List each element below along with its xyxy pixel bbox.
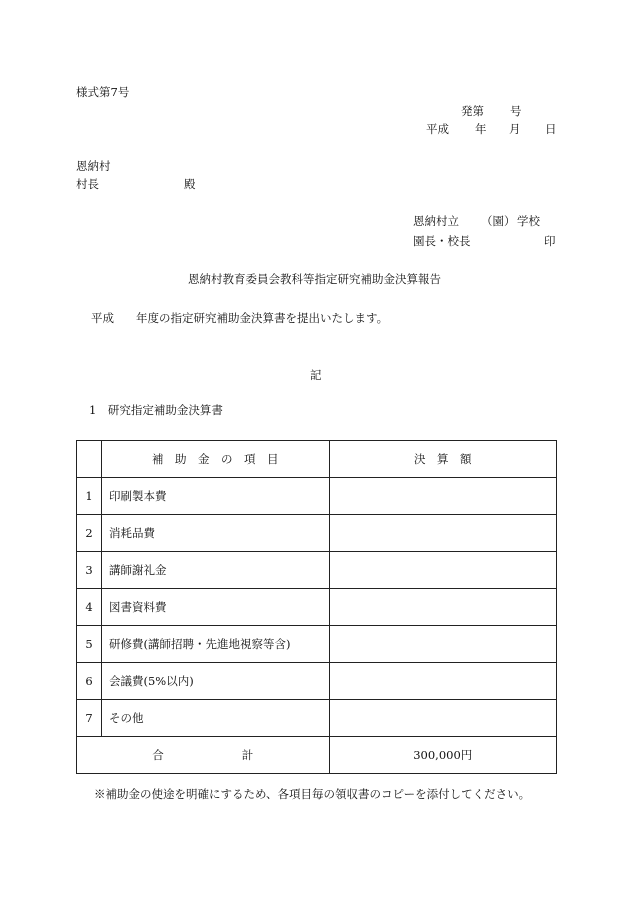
row-item: 講師謝礼金 xyxy=(102,552,330,589)
table-row xyxy=(77,663,557,700)
table-row xyxy=(77,700,557,737)
addressee-village: 恩納村 xyxy=(76,159,111,173)
total-label-char-2: 計 xyxy=(241,748,254,762)
document-title: 恩納村教育委員会教科等指定研究補助金決算報告 xyxy=(188,272,441,286)
row-amount xyxy=(329,478,557,515)
header-item-cell: 補 助 金 の 項 目 xyxy=(102,441,330,478)
row-amount xyxy=(329,663,557,700)
addressee-honorific: 殿 xyxy=(184,177,196,191)
ki-heading: 記 xyxy=(310,368,322,382)
header-amount-cell: 決 算 額 xyxy=(329,441,557,478)
date-day: 日 xyxy=(545,122,557,136)
intro-era: 平成 xyxy=(91,311,114,325)
issue-number-prefix: 発第 xyxy=(461,104,484,118)
form-number: 様式第7号 xyxy=(76,85,130,99)
row-number: 2 xyxy=(77,515,102,552)
table-total-row xyxy=(77,737,557,774)
table-row xyxy=(77,552,557,589)
table-row xyxy=(77,515,557,552)
sender-school-suffix: 学校 xyxy=(517,214,540,228)
sender-school-prefix: 恩納村立 xyxy=(413,214,459,228)
row-number: 7 xyxy=(77,700,102,737)
row-amount xyxy=(329,515,557,552)
row-amount xyxy=(329,700,557,737)
total-label-cell xyxy=(77,737,330,774)
date-era: 平成 xyxy=(426,122,449,136)
issue-number-suffix: 号 xyxy=(510,104,522,118)
row-item: 消耗品費 xyxy=(102,515,330,552)
row-item: その他 xyxy=(102,700,330,737)
addressee-title: 村長 xyxy=(76,177,99,191)
section-heading: 1 研究指定補助金決算書 xyxy=(89,403,223,417)
table-row xyxy=(77,478,557,515)
header-number-cell xyxy=(77,441,102,478)
date-year: 年 xyxy=(475,122,487,136)
row-number: 5 xyxy=(77,626,102,663)
receipt-note: ※補助金の使途を明確にするため、各項目毎の領収書のコピーを添付してください。 xyxy=(94,787,531,801)
row-item: 印刷製本費 xyxy=(102,478,330,515)
row-amount xyxy=(329,552,557,589)
intro-text: 年度の指定研究補助金決算書を提出いたします。 xyxy=(136,311,389,325)
date-month: 月 xyxy=(509,122,521,136)
row-item: 図書資料費 xyxy=(102,589,330,626)
row-number: 6 xyxy=(77,663,102,700)
table-header-row xyxy=(77,441,557,478)
row-number: 4 xyxy=(77,589,102,626)
row-item: 研修費(講師招聘・先進地視察等含) xyxy=(102,626,330,663)
row-amount xyxy=(329,589,557,626)
row-number: 3 xyxy=(77,552,102,589)
total-label-char-1: 合 xyxy=(152,748,164,762)
table-row xyxy=(77,626,557,663)
budget-table xyxy=(76,440,557,774)
row-item: 会議費(5%以内) xyxy=(102,663,330,700)
sender-principal: 園長・校長 xyxy=(413,234,471,248)
total-amount-cell: 300,000円 xyxy=(329,737,557,774)
sender-school-kindergarten: （園） xyxy=(481,214,516,228)
row-number: 1 xyxy=(77,478,102,515)
row-amount xyxy=(329,626,557,663)
table-row xyxy=(77,589,557,626)
seal-mark: 印 xyxy=(544,234,556,248)
